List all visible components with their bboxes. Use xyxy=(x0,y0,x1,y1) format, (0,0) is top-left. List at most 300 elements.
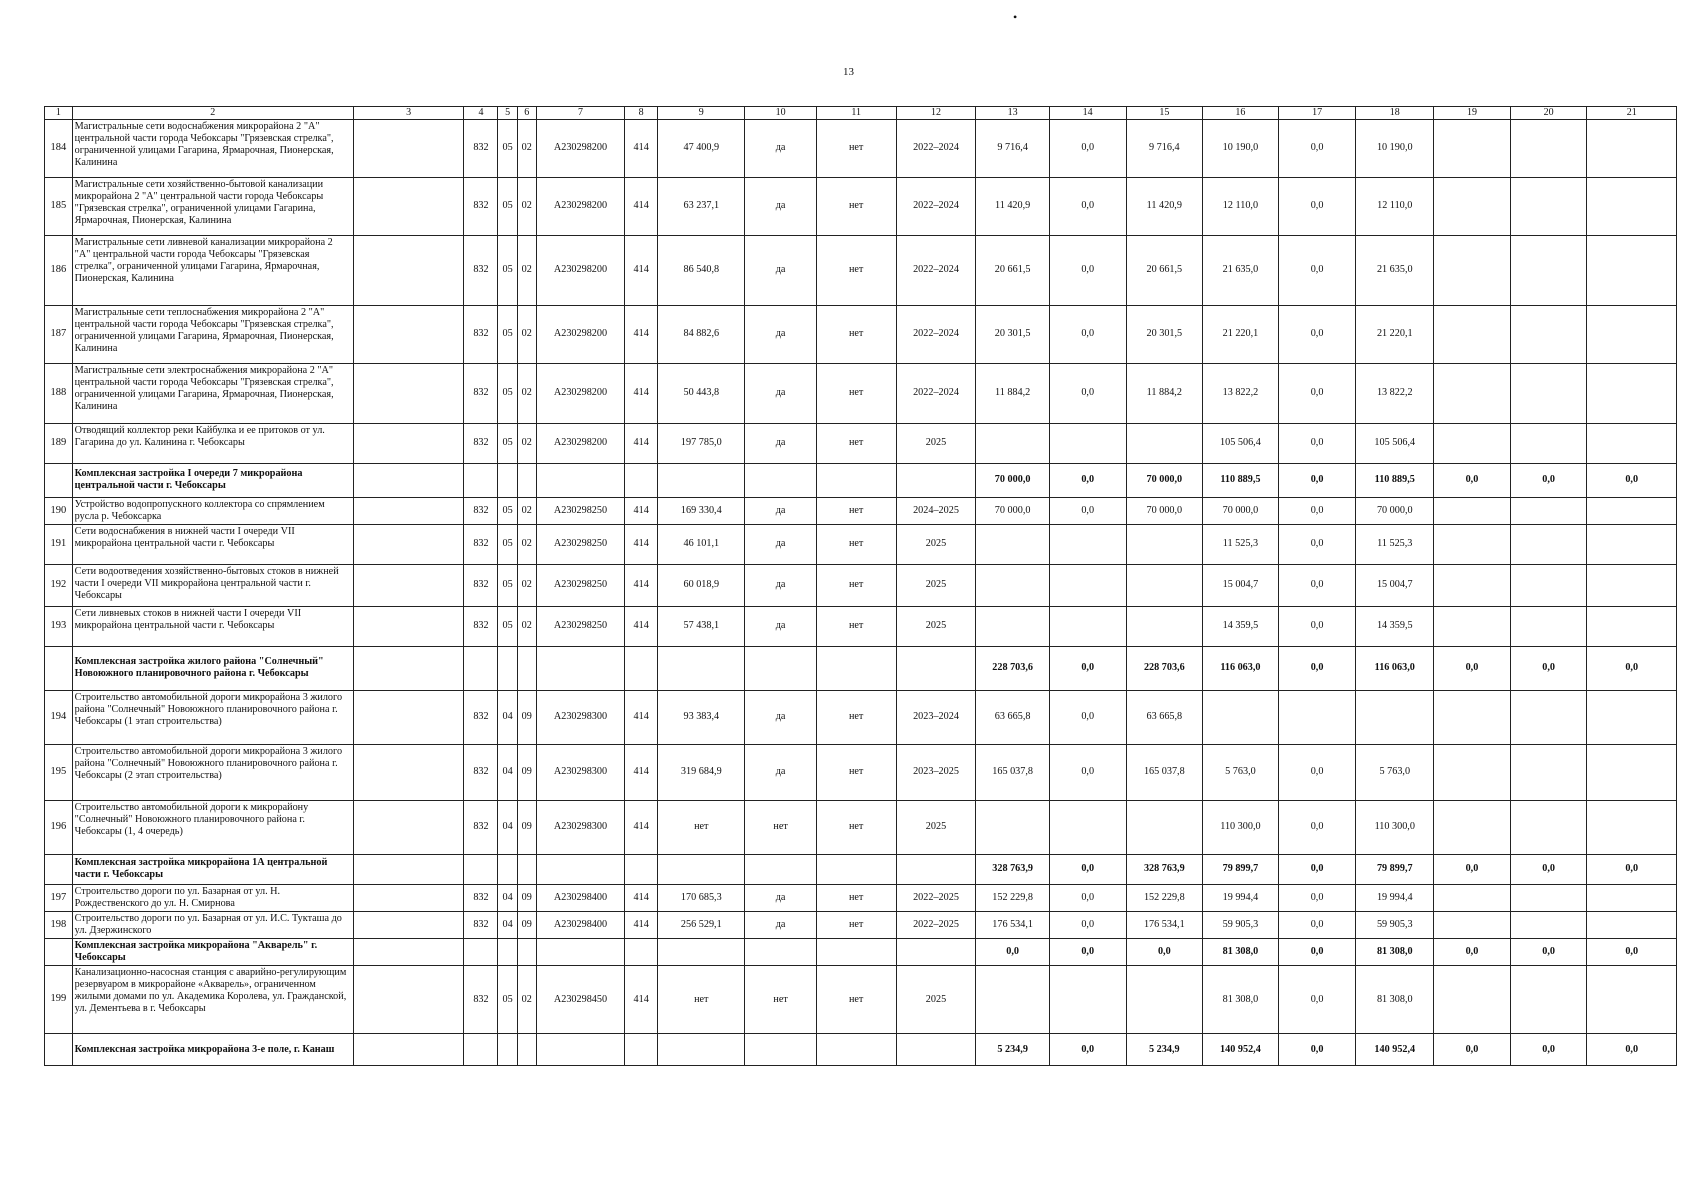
amount-20-cell xyxy=(1510,564,1587,606)
code-4-cell: 832 xyxy=(464,235,498,305)
estimated-cost-cell: нет xyxy=(658,966,745,1034)
expense-type-cell: 414 xyxy=(625,564,658,606)
target-article-cell: А230298200 xyxy=(536,305,624,363)
target-article-cell: А230298450 xyxy=(536,966,624,1034)
amount-14-cell xyxy=(1049,423,1126,463)
expense-type-cell xyxy=(625,463,658,497)
code-6-cell: 09 xyxy=(517,884,536,911)
expense-type-cell: 414 xyxy=(625,911,658,938)
object-name-cell: Сети водоснабжения в нижней части I очереди VII микрорайона центральной части г. Чебоксары xyxy=(72,524,353,564)
amount-15-cell: 70 000,0 xyxy=(1126,497,1203,524)
object-name-cell: Строительство дороги по ул. Базарная от ул. И.С. Тукташа до ул. Дзержинского xyxy=(72,911,353,938)
amount-16-cell: 81 308,0 xyxy=(1203,938,1279,965)
amount-21-cell xyxy=(1587,606,1677,646)
expertise-cell: нет xyxy=(816,524,896,564)
amount-18-cell: 105 506,4 xyxy=(1356,423,1434,463)
amount-18-cell: 116 063,0 xyxy=(1356,646,1434,690)
period-cell: 2024–2025 xyxy=(896,497,976,524)
expertise-cell: нет xyxy=(816,800,896,854)
amount-17-cell: 0,0 xyxy=(1278,564,1356,606)
amount-13-cell: 328 763,9 xyxy=(976,854,1049,884)
amount-20-cell xyxy=(1510,606,1587,646)
code-4-cell: 832 xyxy=(464,423,498,463)
amount-16-cell: 19 994,4 xyxy=(1203,884,1279,911)
amount-13-cell xyxy=(976,524,1049,564)
amount-16-cell: 105 506,4 xyxy=(1203,423,1279,463)
amount-20-cell xyxy=(1510,497,1587,524)
amount-21-cell: 0,0 xyxy=(1587,646,1677,690)
code-4-cell: 832 xyxy=(464,305,498,363)
col-3-cell xyxy=(353,690,464,744)
amount-19-cell xyxy=(1434,800,1511,854)
amount-20-cell: 0,0 xyxy=(1510,854,1587,884)
amount-19-cell xyxy=(1434,744,1511,800)
amount-13-cell: 70 000,0 xyxy=(976,463,1049,497)
design-docs-cell xyxy=(745,938,816,965)
amount-13-cell: 70 000,0 xyxy=(976,497,1049,524)
column-header: 17 xyxy=(1278,107,1356,120)
amount-19-cell xyxy=(1434,305,1511,363)
code-5-cell: 05 xyxy=(498,524,517,564)
amount-17-cell: 0,0 xyxy=(1278,177,1356,235)
amount-20-cell xyxy=(1510,119,1587,177)
object-name-cell: Комплексная застройка микрорайона 1А центральной части г. Чебоксары xyxy=(72,854,353,884)
amount-18-cell: 21 635,0 xyxy=(1356,235,1434,305)
amount-16-cell: 14 359,5 xyxy=(1203,606,1279,646)
design-docs-cell: да xyxy=(745,606,816,646)
code-5-cell: 05 xyxy=(498,564,517,606)
code-4-cell: 832 xyxy=(464,564,498,606)
column-header: 14 xyxy=(1049,107,1126,120)
amount-17-cell: 0,0 xyxy=(1278,744,1356,800)
amount-21-cell xyxy=(1587,363,1677,423)
object-name-cell: Строительство автомобильной дороги микрорайона 3 жилого района "Солнечный" Новоюжного планировочного района г. Чебоксары (1 этап строительства) xyxy=(72,690,353,744)
page-number: 13 xyxy=(843,66,854,78)
amount-17-cell: 0,0 xyxy=(1278,423,1356,463)
col-3-cell xyxy=(353,177,464,235)
amount-14-cell: 0,0 xyxy=(1049,305,1126,363)
estimated-cost-cell: 197 785,0 xyxy=(658,423,745,463)
amount-15-cell: 165 037,8 xyxy=(1126,744,1203,800)
code-4-cell xyxy=(464,854,498,884)
code-6-cell: 02 xyxy=(517,564,536,606)
row-number-cell xyxy=(45,854,73,884)
object-name-cell: Комплексная застройка I очереди 7 микрорайона центральной части г. Чебоксары xyxy=(72,463,353,497)
code-4-cell xyxy=(464,938,498,965)
row-number-cell: 198 xyxy=(45,911,73,938)
budget-table-container xyxy=(44,106,1677,1066)
expense-type-cell: 414 xyxy=(625,524,658,564)
column-number-row xyxy=(45,107,1677,120)
amount-13-cell: 20 661,5 xyxy=(976,235,1049,305)
amount-21-cell xyxy=(1587,423,1677,463)
object-name-cell: Сети водоотведения хозяйственно-бытовых стоков в нижней части I очереди VII микрорайона центральной части г. Чебоксары xyxy=(72,564,353,606)
amount-14-cell: 0,0 xyxy=(1049,1034,1126,1066)
table-row xyxy=(45,177,1677,235)
target-article-cell: А230298200 xyxy=(536,423,624,463)
expertise-cell: нет xyxy=(816,305,896,363)
amount-13-cell: 11 884,2 xyxy=(976,363,1049,423)
amount-15-cell: 63 665,8 xyxy=(1126,690,1203,744)
amount-14-cell: 0,0 xyxy=(1049,463,1126,497)
amount-13-cell: 20 301,5 xyxy=(976,305,1049,363)
row-number-cell: 186 xyxy=(45,235,73,305)
amount-19-cell xyxy=(1434,235,1511,305)
amount-13-cell xyxy=(976,564,1049,606)
code-6-cell: 09 xyxy=(517,744,536,800)
code-6-cell: 09 xyxy=(517,690,536,744)
object-name-cell: Магистральные сети теплоснабжения микрорайона 2 "А" центральной части города Чебоксары "Грязевская стрелка", ограниченной улицами Гагарина, Ярмарочная, Пионерская, Калинина xyxy=(72,305,353,363)
amount-15-cell: 11 884,2 xyxy=(1126,363,1203,423)
col-3-cell xyxy=(353,1034,464,1066)
amount-13-cell: 165 037,8 xyxy=(976,744,1049,800)
amount-20-cell xyxy=(1510,884,1587,911)
amount-16-cell: 13 822,2 xyxy=(1203,363,1279,423)
column-header: 20 xyxy=(1510,107,1587,120)
code-4-cell: 832 xyxy=(464,606,498,646)
amount-20-cell xyxy=(1510,363,1587,423)
target-article-cell: А230298250 xyxy=(536,606,624,646)
code-4-cell xyxy=(464,1034,498,1066)
group-row xyxy=(45,1034,1677,1066)
code-5-cell: 04 xyxy=(498,800,517,854)
period-cell xyxy=(896,463,976,497)
expertise-cell: нет xyxy=(816,564,896,606)
period-cell: 2023–2024 xyxy=(896,690,976,744)
target-article-cell: А230298200 xyxy=(536,235,624,305)
amount-15-cell xyxy=(1126,564,1203,606)
amount-17-cell xyxy=(1278,690,1356,744)
expense-type-cell: 414 xyxy=(625,800,658,854)
code-4-cell: 832 xyxy=(464,911,498,938)
code-5-cell xyxy=(498,938,517,965)
target-article-cell: А230298250 xyxy=(536,497,624,524)
expense-type-cell: 414 xyxy=(625,423,658,463)
code-4-cell: 832 xyxy=(464,497,498,524)
estimated-cost-cell xyxy=(658,646,745,690)
row-number-cell xyxy=(45,1034,73,1066)
col-3-cell xyxy=(353,800,464,854)
target-article-cell: А230298200 xyxy=(536,119,624,177)
table-row xyxy=(45,966,1677,1034)
amount-18-cell: 81 308,0 xyxy=(1356,966,1434,1034)
expense-type-cell: 414 xyxy=(625,119,658,177)
period-cell: 2025 xyxy=(896,800,976,854)
amount-21-cell: 0,0 xyxy=(1587,1034,1677,1066)
amount-21-cell: 0,0 xyxy=(1587,463,1677,497)
amount-19-cell xyxy=(1434,363,1511,423)
table-row xyxy=(45,524,1677,564)
amount-17-cell: 0,0 xyxy=(1278,606,1356,646)
col-3-cell xyxy=(353,938,464,965)
target-article-cell xyxy=(536,938,624,965)
object-name-cell: Строительство дороги по ул. Базарная от ул. Н. Рождественского до ул. Н. Смирнова xyxy=(72,884,353,911)
object-name-cell: Канализационно-насосная станция с аварийно-регулирующим резервуаром в микрорайоне «Акварель», ограниченном жилыми домами по ул. Академика Королева, ул. Гражданской, ул. Дементьева в г. Чебоксары xyxy=(72,966,353,1034)
amount-16-cell: 59 905,3 xyxy=(1203,911,1279,938)
estimated-cost-cell: 57 438,1 xyxy=(658,606,745,646)
target-article-cell: А230298250 xyxy=(536,564,624,606)
amount-16-cell: 10 190,0 xyxy=(1203,119,1279,177)
column-header: 19 xyxy=(1434,107,1511,120)
table-row xyxy=(45,744,1677,800)
table-row xyxy=(45,119,1677,177)
code-6-cell: 09 xyxy=(517,800,536,854)
amount-21-cell xyxy=(1587,744,1677,800)
amount-14-cell: 0,0 xyxy=(1049,911,1126,938)
amount-21-cell xyxy=(1587,690,1677,744)
object-name-cell: Строительство автомобильной дороги к микрорайону "Солнечный" Новоюжного планировочного района г. Чебоксары (1, 4 очередь) xyxy=(72,800,353,854)
amount-18-cell: 140 952,4 xyxy=(1356,1034,1434,1066)
group-row xyxy=(45,463,1677,497)
column-header: 6 xyxy=(517,107,536,120)
amount-21-cell xyxy=(1587,177,1677,235)
amount-15-cell xyxy=(1126,524,1203,564)
estimated-cost-cell: 86 540,8 xyxy=(658,235,745,305)
amount-16-cell: 11 525,3 xyxy=(1203,524,1279,564)
amount-15-cell: 5 234,9 xyxy=(1126,1034,1203,1066)
period-cell: 2022–2024 xyxy=(896,235,976,305)
code-5-cell xyxy=(498,463,517,497)
design-docs-cell xyxy=(745,1034,816,1066)
amount-13-cell xyxy=(976,423,1049,463)
estimated-cost-cell: 256 529,1 xyxy=(658,911,745,938)
period-cell xyxy=(896,854,976,884)
group-row xyxy=(45,854,1677,884)
amount-19-cell: 0,0 xyxy=(1434,463,1511,497)
code-5-cell: 04 xyxy=(498,884,517,911)
period-cell: 2025 xyxy=(896,564,976,606)
row-number-cell: 192 xyxy=(45,564,73,606)
code-4-cell: 832 xyxy=(464,363,498,423)
expertise-cell xyxy=(816,646,896,690)
column-header: 16 xyxy=(1203,107,1279,120)
amount-20-cell xyxy=(1510,235,1587,305)
column-header: 18 xyxy=(1356,107,1434,120)
expense-type-cell: 414 xyxy=(625,606,658,646)
amount-13-cell: 176 534,1 xyxy=(976,911,1049,938)
period-cell: 2022–2024 xyxy=(896,363,976,423)
amount-19-cell xyxy=(1434,423,1511,463)
amount-19-cell xyxy=(1434,177,1511,235)
col-3-cell xyxy=(353,305,464,363)
amount-20-cell xyxy=(1510,524,1587,564)
target-article-cell: А230298400 xyxy=(536,884,624,911)
column-header: 1 xyxy=(45,107,73,120)
row-number-cell: 197 xyxy=(45,884,73,911)
expertise-cell: нет xyxy=(816,363,896,423)
design-docs-cell: да xyxy=(745,911,816,938)
amount-19-cell xyxy=(1434,497,1511,524)
period-cell: 2022–2024 xyxy=(896,305,976,363)
amount-18-cell: 15 004,7 xyxy=(1356,564,1434,606)
row-number-cell: 189 xyxy=(45,423,73,463)
amount-19-cell xyxy=(1434,966,1511,1034)
estimated-cost-cell: 170 685,3 xyxy=(658,884,745,911)
code-6-cell: 02 xyxy=(517,423,536,463)
expertise-cell xyxy=(816,1034,896,1066)
estimated-cost-cell: 63 237,1 xyxy=(658,177,745,235)
amount-20-cell: 0,0 xyxy=(1510,646,1587,690)
estimated-cost-cell: 84 882,6 xyxy=(658,305,745,363)
amount-18-cell: 79 899,7 xyxy=(1356,854,1434,884)
amount-13-cell: 5 234,9 xyxy=(976,1034,1049,1066)
expertise-cell: нет xyxy=(816,966,896,1034)
expense-type-cell xyxy=(625,646,658,690)
amount-17-cell: 0,0 xyxy=(1278,646,1356,690)
amount-16-cell: 110 300,0 xyxy=(1203,800,1279,854)
amount-14-cell xyxy=(1049,800,1126,854)
page-mark: • xyxy=(1013,10,1018,24)
period-cell: 2025 xyxy=(896,966,976,1034)
column-header: 7 xyxy=(536,107,624,120)
column-header: 4 xyxy=(464,107,498,120)
table-body xyxy=(45,119,1677,1065)
column-header: 21 xyxy=(1587,107,1677,120)
amount-15-cell: 328 763,9 xyxy=(1126,854,1203,884)
amount-17-cell: 0,0 xyxy=(1278,884,1356,911)
expense-type-cell: 414 xyxy=(625,235,658,305)
table-row xyxy=(45,884,1677,911)
amount-18-cell: 14 359,5 xyxy=(1356,606,1434,646)
amount-19-cell: 0,0 xyxy=(1434,646,1511,690)
amount-13-cell: 9 716,4 xyxy=(976,119,1049,177)
amount-13-cell: 152 229,8 xyxy=(976,884,1049,911)
column-header: 10 xyxy=(745,107,816,120)
period-cell: 2025 xyxy=(896,524,976,564)
amount-17-cell: 0,0 xyxy=(1278,524,1356,564)
design-docs-cell xyxy=(745,646,816,690)
code-6-cell: 02 xyxy=(517,177,536,235)
amount-15-cell xyxy=(1126,966,1203,1034)
expense-type-cell: 414 xyxy=(625,966,658,1034)
estimated-cost-cell: 319 684,9 xyxy=(658,744,745,800)
amount-18-cell: 11 525,3 xyxy=(1356,524,1434,564)
amount-15-cell: 152 229,8 xyxy=(1126,884,1203,911)
amount-18-cell: 110 300,0 xyxy=(1356,800,1434,854)
amount-14-cell xyxy=(1049,966,1126,1034)
row-number-cell xyxy=(45,463,73,497)
design-docs-cell: да xyxy=(745,235,816,305)
amount-15-cell xyxy=(1126,423,1203,463)
col-3-cell xyxy=(353,606,464,646)
table-row xyxy=(45,305,1677,363)
code-4-cell: 832 xyxy=(464,177,498,235)
amount-15-cell: 0,0 xyxy=(1126,938,1203,965)
design-docs-cell: нет xyxy=(745,966,816,1034)
design-docs-cell xyxy=(745,854,816,884)
target-article-cell: А230298200 xyxy=(536,363,624,423)
row-number-cell: 185 xyxy=(45,177,73,235)
amount-18-cell: 59 905,3 xyxy=(1356,911,1434,938)
column-header: 15 xyxy=(1126,107,1203,120)
code-5-cell: 05 xyxy=(498,119,517,177)
amount-20-cell xyxy=(1510,177,1587,235)
code-5-cell: 04 xyxy=(498,911,517,938)
object-name-cell: Сети ливневых стоков в нижней части I очереди VII микрорайона центральной части г. Чебоксары xyxy=(72,606,353,646)
row-number-cell xyxy=(45,646,73,690)
amount-18-cell: 70 000,0 xyxy=(1356,497,1434,524)
code-4-cell: 832 xyxy=(464,690,498,744)
amount-21-cell xyxy=(1587,884,1677,911)
amount-13-cell xyxy=(976,800,1049,854)
object-name-cell: Комплексная застройка жилого района "Солнечный" Новоюжного планировочного района г. Чебоксары xyxy=(72,646,353,690)
target-article-cell xyxy=(536,463,624,497)
amount-21-cell xyxy=(1587,966,1677,1034)
target-article-cell xyxy=(536,646,624,690)
amount-13-cell: 228 703,6 xyxy=(976,646,1049,690)
table-row xyxy=(45,497,1677,524)
amount-20-cell xyxy=(1510,690,1587,744)
amount-19-cell xyxy=(1434,690,1511,744)
row-number-cell: 191 xyxy=(45,524,73,564)
design-docs-cell: да xyxy=(745,497,816,524)
amount-16-cell: 21 635,0 xyxy=(1203,235,1279,305)
col-3-cell xyxy=(353,646,464,690)
amount-21-cell xyxy=(1587,119,1677,177)
code-5-cell: 05 xyxy=(498,305,517,363)
amount-19-cell: 0,0 xyxy=(1434,854,1511,884)
col-3-cell xyxy=(353,884,464,911)
amount-18-cell: 110 889,5 xyxy=(1356,463,1434,497)
amount-13-cell xyxy=(976,966,1049,1034)
code-6-cell: 02 xyxy=(517,119,536,177)
design-docs-cell: да xyxy=(745,744,816,800)
expertise-cell: нет xyxy=(816,606,896,646)
period-cell xyxy=(896,1034,976,1066)
amount-14-cell: 0,0 xyxy=(1049,363,1126,423)
col-3-cell xyxy=(353,463,464,497)
amount-16-cell: 15 004,7 xyxy=(1203,564,1279,606)
estimated-cost-cell: 46 101,1 xyxy=(658,524,745,564)
code-4-cell: 832 xyxy=(464,744,498,800)
column-header: 2 xyxy=(72,107,353,120)
row-number-cell: 195 xyxy=(45,744,73,800)
expense-type-cell: 414 xyxy=(625,305,658,363)
row-number-cell xyxy=(45,938,73,965)
estimated-cost-cell: 60 018,9 xyxy=(658,564,745,606)
design-docs-cell: да xyxy=(745,524,816,564)
expense-type-cell: 414 xyxy=(625,363,658,423)
row-number-cell: 190 xyxy=(45,497,73,524)
amount-16-cell: 5 763,0 xyxy=(1203,744,1279,800)
design-docs-cell: да xyxy=(745,119,816,177)
amount-14-cell: 0,0 xyxy=(1049,646,1126,690)
code-6-cell xyxy=(517,646,536,690)
amount-20-cell xyxy=(1510,423,1587,463)
amount-21-cell: 0,0 xyxy=(1587,854,1677,884)
expense-type-cell: 414 xyxy=(625,690,658,744)
estimated-cost-cell xyxy=(658,1034,745,1066)
amount-14-cell: 0,0 xyxy=(1049,884,1126,911)
code-4-cell: 832 xyxy=(464,800,498,854)
code-6-cell: 02 xyxy=(517,305,536,363)
estimated-cost-cell: 50 443,8 xyxy=(658,363,745,423)
table-row xyxy=(45,800,1677,854)
object-name-cell: Магистральные сети хозяйственно-бытовой канализации микрорайона 2 "А" центральной части города Чебоксары "Грязевская стрелка", ограниченной улицами Гагарина, Ярмарочная, Пионерская, Калинина xyxy=(72,177,353,235)
design-docs-cell: да xyxy=(745,884,816,911)
table-row xyxy=(45,235,1677,305)
amount-15-cell: 176 534,1 xyxy=(1126,911,1203,938)
design-docs-cell: да xyxy=(745,690,816,744)
row-number-cell: 188 xyxy=(45,363,73,423)
column-header: 12 xyxy=(896,107,976,120)
col-3-cell xyxy=(353,235,464,305)
code-5-cell: 05 xyxy=(498,606,517,646)
amount-20-cell xyxy=(1510,744,1587,800)
column-header: 3 xyxy=(353,107,464,120)
amount-18-cell: 12 110,0 xyxy=(1356,177,1434,235)
amount-15-cell: 20 301,5 xyxy=(1126,305,1203,363)
